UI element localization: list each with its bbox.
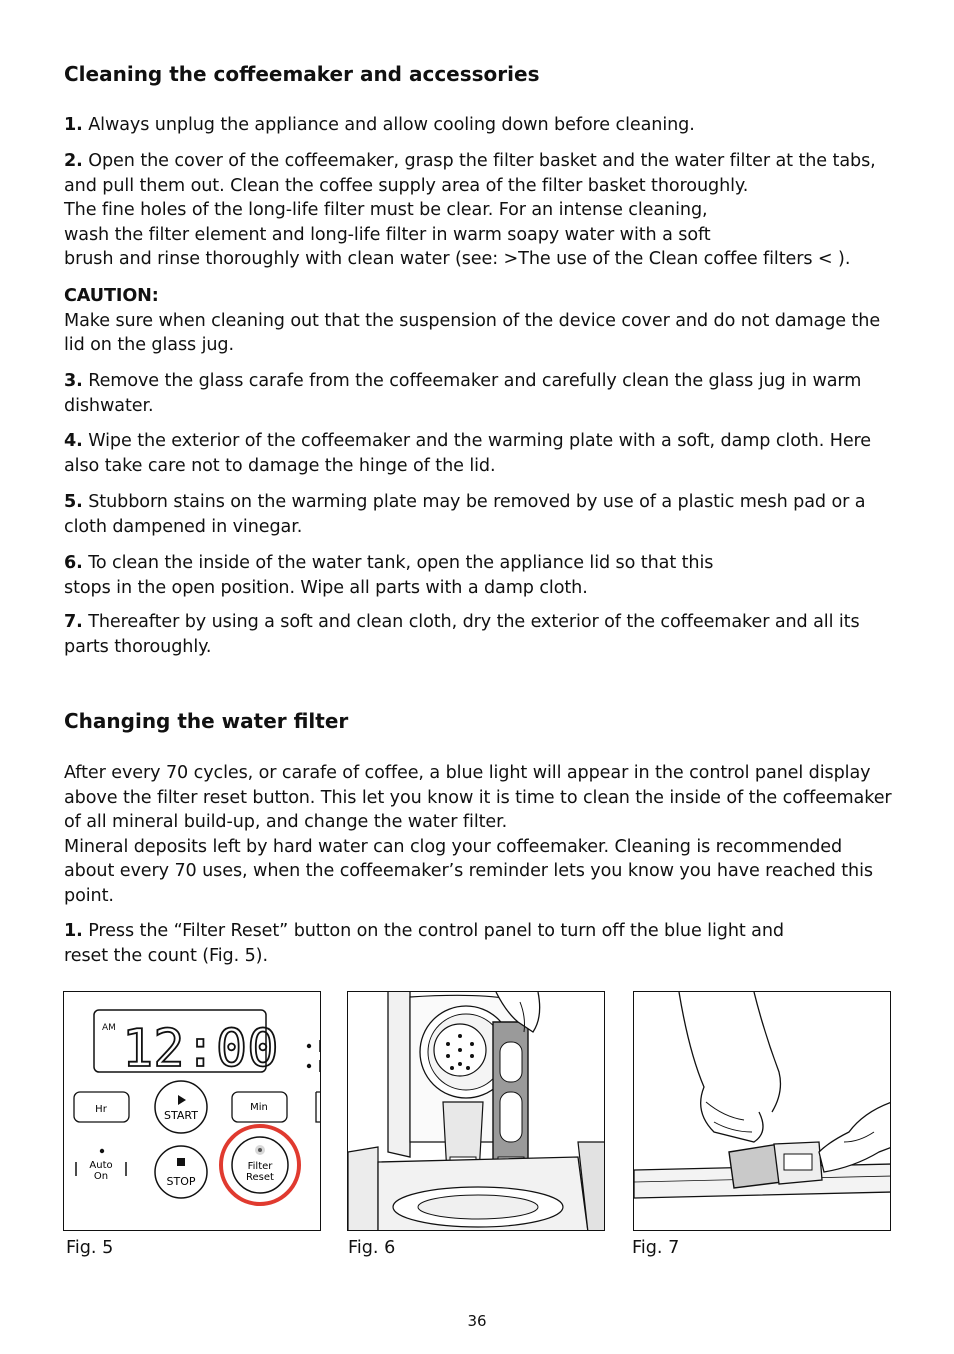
stop-icon: [177, 1158, 185, 1166]
step-number: 7.: [64, 612, 83, 632]
reset-label: Reset: [246, 1172, 274, 1183]
fig6-caption: Fig. 6: [348, 1238, 396, 1258]
step-6: [64, 551, 894, 600]
step-3: [64, 369, 894, 418]
step-2: [64, 149, 894, 272]
page-number: 36: [467, 1312, 487, 1330]
step-text: wash the filter element and long-life filter in warm soapy water with a soft: [64, 224, 711, 245]
filter-step-1: [64, 919, 894, 968]
step-number: 6.: [64, 553, 83, 573]
section-title-water-filter: Changing the water filter: [64, 709, 349, 733]
step-number: 4.: [64, 431, 83, 451]
section-title-cleaning: Cleaning the coffeemaker and accessories: [64, 62, 540, 86]
step-1: [64, 113, 894, 138]
step-7: [64, 610, 894, 659]
hr-label: Hr: [95, 1104, 107, 1115]
step-text: Stubborn stains on the warming plate may be removed by use of a plastic mesh pad or a cloth dampened in vinegar.: [64, 492, 866, 537]
step-text: stops in the open position. Wipe all parts with a damp cloth.: [64, 577, 588, 598]
start-button: [155, 1081, 207, 1133]
caution-block: [64, 284, 894, 358]
on-label: On: [93, 1171, 109, 1182]
left-hand: [679, 992, 763, 1142]
step-text: brush and rinse thoroughly with clean water (see: >The use of the Clean coffee filters < ).: [64, 249, 851, 269]
step-number: 5.: [64, 492, 83, 512]
figure-5-control-panel: [63, 991, 321, 1231]
step-number: 1.: [64, 921, 83, 941]
min-label: Min: [250, 1102, 268, 1113]
intro-text: Mineral deposits left by hard water can clog your coffeemaker. Cleaning is recommended about every 70 uses, when the coffeemaker’s reminder lets you know you have reached this point.: [64, 836, 873, 906]
step-text: Remove the glass carafe from the coffeemaker and carefully clean the glass jug in warm dishwater.: [64, 371, 862, 416]
indicator-dot: [307, 1044, 311, 1048]
clock-display: 12:00: [122, 1019, 279, 1079]
figure-6-filter-removal: [347, 991, 605, 1231]
figure-7-filter-change: [633, 991, 891, 1231]
indicator-dot: [307, 1064, 311, 1068]
step-text: Open the cover of the coffeemaker, grasp the filter basket and the water filter at the tabs, and pull them out. Clean the coffee supply area of the filter basket thoroughly.: [64, 151, 876, 196]
step-4: [64, 429, 894, 478]
start-label: START: [164, 1109, 198, 1122]
control-panel-illustration: [64, 992, 321, 1231]
filter-label: Filter: [247, 1161, 273, 1172]
coffeemaker-illustration: [348, 992, 605, 1231]
step-text: reset the count (Fig. 5).: [64, 945, 268, 966]
step-text: Thereafter by using a soft and clean cloth, dry the exterior of the coffeemaker and all its parts thoroughly.: [64, 612, 860, 657]
intro-text: After every 70 cycles, or carafe of coffee, a blue light will appear in the control panel display above the filter reset button. This let you know it is time to clean the inside of the coffeemaker of all mineral build-up, and change the water filter.: [64, 763, 892, 832]
caution-text: Make sure when cleaning out that the suspension of the device cover and do not damage the lid on the glass jug.: [64, 310, 881, 355]
filter-hands-illustration: [634, 992, 891, 1231]
stop-label: STOP: [166, 1175, 196, 1188]
step-text: Press the “Filter Reset” button on the control panel to turn off the blue light and: [88, 921, 784, 941]
step-text: Wipe the exterior of the coffeemaker and the warming plate with a soft, damp cloth. Here also take care not to damage the hinge of the lid.: [64, 431, 872, 476]
step-number: 1.: [64, 115, 83, 135]
caution-label: CAUTION:: [64, 286, 159, 306]
fig5-caption: Fig. 5: [66, 1238, 114, 1258]
step-text: Always unplug the appliance and allow cooling down before cleaning.: [88, 115, 695, 135]
play-icon: [178, 1095, 186, 1105]
step-5: [64, 490, 894, 539]
right-hand: [819, 1102, 891, 1172]
auto-label: Auto: [89, 1160, 113, 1171]
stop-button: [155, 1146, 207, 1198]
auto-on-indicator-dot: [100, 1149, 104, 1153]
step-number: 3.: [64, 371, 83, 391]
step-text: The fine holes of the long-life filter must be clear. For an intense cleaning,: [64, 200, 708, 220]
step-number: 2.: [64, 151, 83, 171]
fig7-caption: Fig. 7: [632, 1238, 680, 1258]
step-text: To clean the inside of the water tank, open the appliance lid so that this: [88, 553, 714, 573]
water-filter-intro: [64, 761, 894, 908]
filter-cartridge: [729, 1144, 782, 1188]
am-indicator: AM: [102, 1023, 116, 1033]
